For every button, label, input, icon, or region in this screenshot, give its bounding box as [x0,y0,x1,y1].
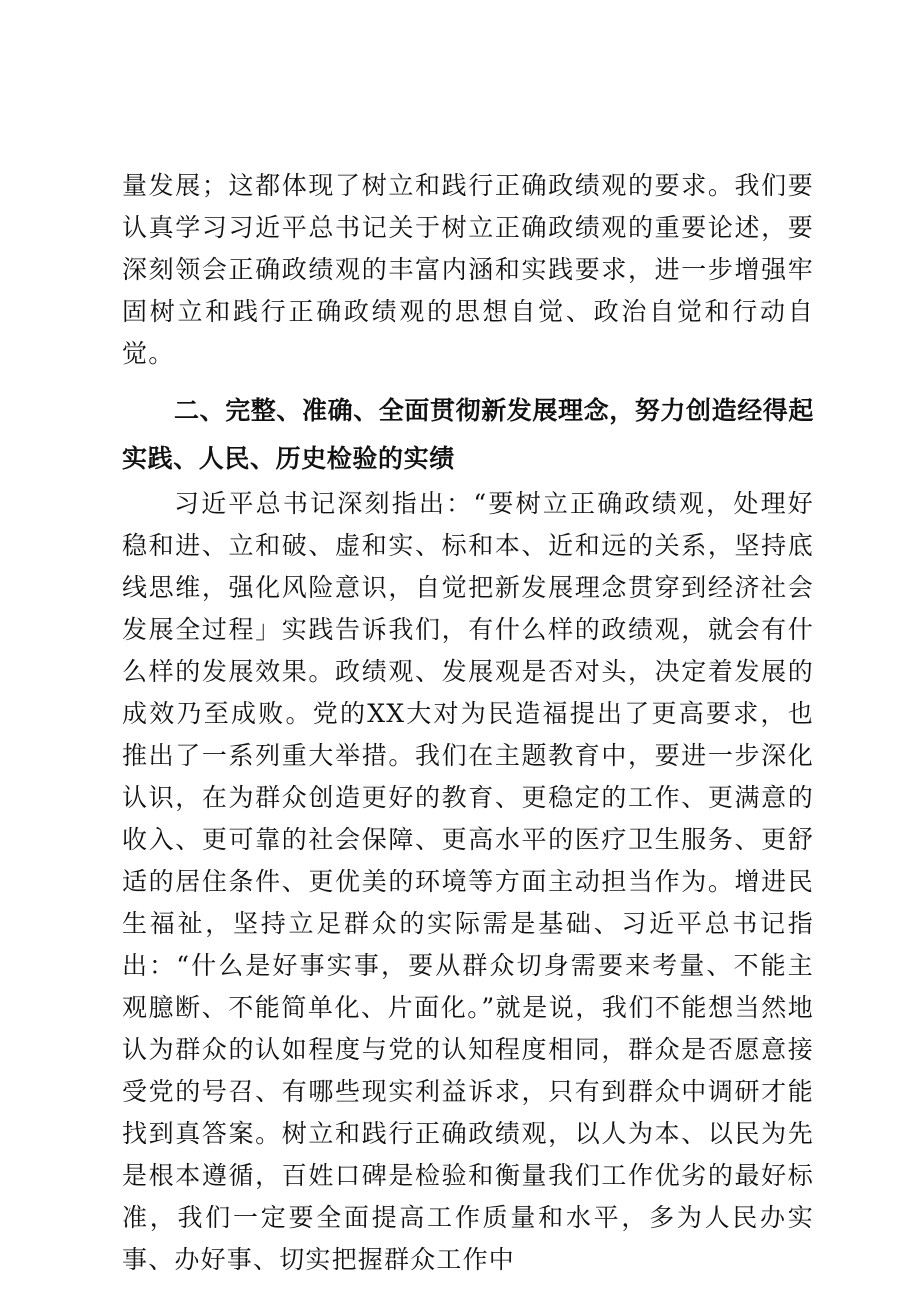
document-body [122,165,814,1281]
paragraph-continuation: 量发展；这都体现了树立和践行正确政绩观的要求。我们要认真学习习近平总书记关于树立正确政绩观的重要论述，要深刻领会正确政绩观的丰富内涵和实践要求，进一步增强牢固树立和践行正确政绩观的思想自觉、政治自觉和行动自觉。 [122,171,814,368]
paragraph-body: 习近平总书记深刻指出：“要树立正确政绩观，处理好稳和进、立和破、虚和实、标和本、近和远的关系，坚持底线思维，强化风险意识，自觉把新发展理念贯穿到经济社会发展全过程」实践告诉我们，有什么样的政绩观，就会有什么样的发展效果。政绩观、发展观是否对头，决定着发展的成效乃至成败。党的XX大对为民造福提出了更高要求，也推出了一系列重大举措。我们在主题教育中，要进一步深化认识，在为群众创造更好的教育、更稳定的工作、更满意的收入、更可靠的社会保障、更高水平的医疗卫生服务、更舒适的居住条件、更优美的环境等方面主动担当作为。增进民生福祉，坚持立足群众的实际需是基础、习近平总书记指出：“什么是好事实事，要从群众切身需要来考量、不能主观臆断、不能简单化、片面化。”就是说，我们不能想当然地认为群众的认如程度与党的认知程度相同，群众是否愿意接受党的号召、有哪些现实利益诉求，只有到群众中调研才能找到真答案。树立和践行正确政绩观，以人为本、以民为先是根本遵循，百姓口碑是检验和衡量我们工作优劣的最好标准，我们一定要全面提高工作质量和水平，多为人民办实事、办好事、切实把握群众工作中 [122,489,814,1274]
section-heading: 二、完整、准确、全面贯彻新发展理念，努力创造经得起实践、人民、历史检验的实绩 [122,396,815,473]
